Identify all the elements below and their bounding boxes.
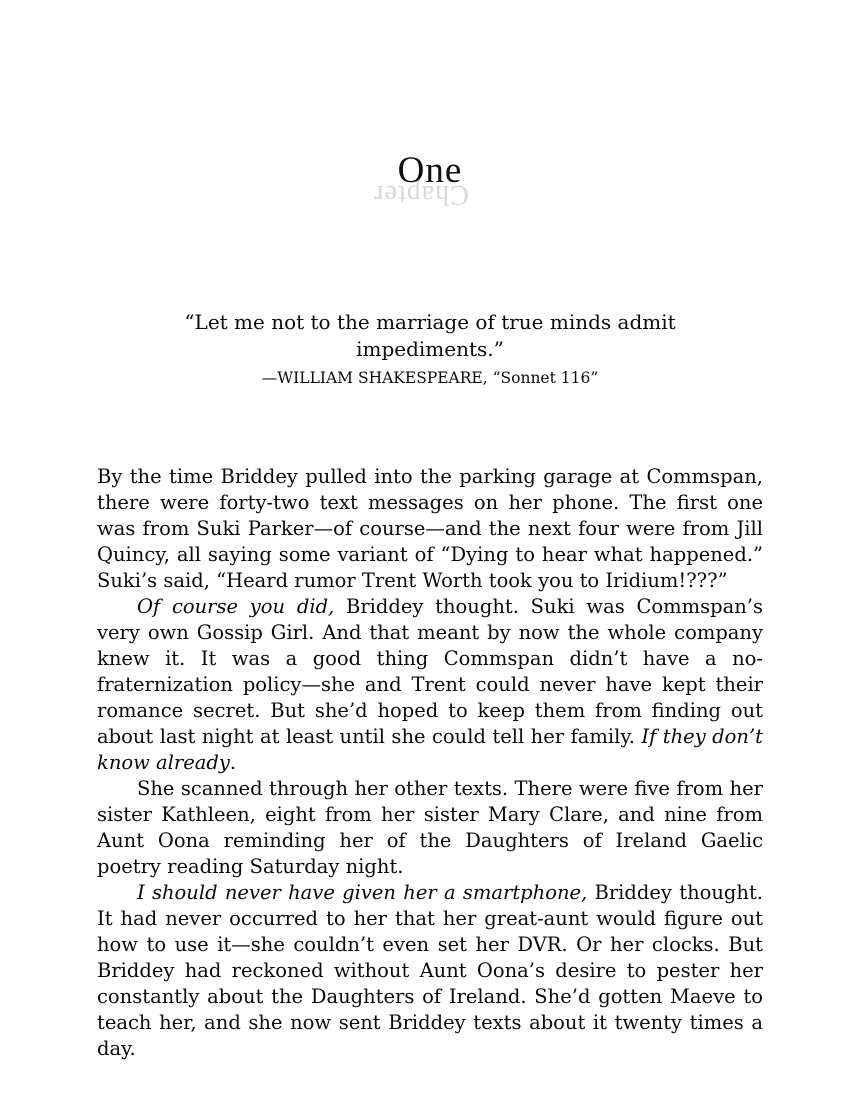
text-run: If they don’t know already (97, 725, 764, 774)
chapter-body (97, 464, 763, 1062)
text-run: Briddey thought. Suki was Commspan’s very own Gossip Girl. And that meant by now the whole company knew it. It was a good thing Commspan didn’t have a no-fraternization policy—she and Trent could never have kept their romance secret. But she’d hoped to keep them from finding out about last night at least until she could tell her family. (97, 595, 763, 748)
chapter-heading (97, 150, 763, 210)
text-run: Briddey thought. It had never occurred to her that her great-aunt would figure out how to use it—she couldn’t even set her DVR. Or her clocks. But Briddey had reckoned without Aunt Oona’s desire to pester her constantly about the Daughters of Ireland. She’d gotten Maeve to teach her, and she now sent Briddey texts about it twenty times a day. (97, 881, 764, 1060)
text-run: Of course you did, (137, 595, 335, 618)
epigraph-quote: “Let me not to the marriage of true minds admit impediments.” (184, 310, 676, 361)
paragraph (97, 776, 763, 880)
paragraph (97, 880, 763, 1062)
text-run: By the time Briddey pulled into the parking garage at Commspan, there were forty-two text messages on her phone. The first one was from Suki Parker—of course—and the next four were from Jill Quincy, all saying some variant of “Dying to hear what happened.” Suki’s said, “Heard rumor Trent Worth took you to Iridium!???” (97, 465, 763, 592)
text-run: I should never have given her a smartphone, (137, 881, 588, 904)
paragraph (97, 594, 763, 776)
text-run: . (229, 751, 237, 774)
paragraph (97, 464, 763, 594)
chapter-title: One (397, 150, 463, 191)
epigraph (97, 309, 763, 388)
chapter-ghost-showthrough: Chapter (373, 179, 469, 210)
epigraph-attribution: —WILLIAM SHAKESPEARE, “Sonnet 116” (261, 369, 599, 387)
text-run: She scanned through her other texts. There were five from her sister Kathleen, eight from her sister Mary Clare, and nine from Aunt Oona reminding her of the Daughters of Ireland Gaelic poetry reading Saturday night. (97, 777, 763, 878)
